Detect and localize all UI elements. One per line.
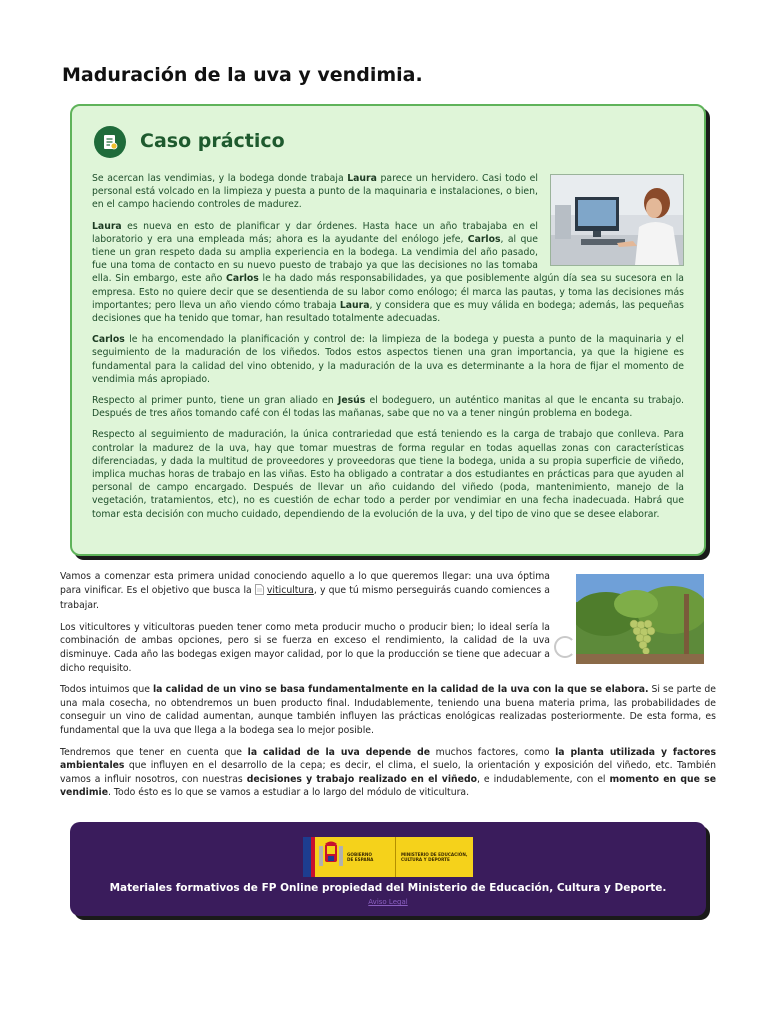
case-paragraph-4 (92, 394, 684, 420)
intro-paragraph (60, 570, 550, 613)
case-study-heading: Caso práctico (140, 130, 285, 152)
text-segment: es nueva en esto de planificar y dar órdenes. Hasta hace un año trabajaba en el laboratorio y era una empleada más; ahora es la ayudante del enólogo jefe, (92, 220, 538, 245)
text-segment: el bodeguero, un auténtico manitas al que le encanta su trabajo. Después de tres años tomando café con él todas las mañanas, sabe que no va a tener ningún problema en bodega. (92, 395, 684, 420)
flag-red-strip (311, 837, 315, 877)
logo-right-block (395, 837, 473, 877)
text-segment: , al que tiene un gran respeto dada su amplia experiencia en la bodega. La vendimia del año pasado, fue una toma de contacto en su nuevo puesto de trabajo ya que las decisiones no las tomaba ella. Sin embargo, este año (92, 233, 538, 285)
text-segment: muchos factores, como (430, 746, 556, 758)
bold-text: la calidad de un vino se basa fundamentalmente en la calidad de la uva con la que se elabora. (152, 684, 649, 696)
text-segment: Respecto al seguimiento de maduración, la única contrariedad que está teniendo es la carga de trabajo que conlleva. Para controlar la madurez de la uva, hay que tomar muestras de forma regular en todas aquellas zonas con características diferenciadas, y dada la multitud de proveedores y proveedoras que tiene la bodega, unida a su propia superficie de viñedo, implica muchas horas de trabajo en las viñas. Esto ha obligado a contratar a dos estudiantes en prácticas para que ayuden al personal de campo encargado. Después de llevar un año cuidando del viñedo (poda, mantenimiento, manejo de la vegetación, tratamientos, etc), no es cuestión de echar todo a perder por vendimiar en una fecha inadecuada. Habrá que tomar esta decisión con mucho cuidado, dependiendo de la evolución de la uva, y del tipo de vino que se desee elaborar. (92, 429, 684, 520)
text-segment: le ha encomendado la planificación y control de: la limpieza de la bodega y puesta a punto de la maquinaria y el seguimiento de la maduración de los viñedos. Todos estos aspectos tienen una gran importancia, ya que la higiene es fundamental para la calidad del vino obtenido, y la maduración de la uva es determinante a la hora de fijar el momento de vendimia más apropiado. (92, 334, 684, 385)
bold-text: Laura (92, 220, 122, 232)
office-photo (550, 174, 684, 266)
intro-text-before: Vamos a comenzar esta primera unidad conociendo aquello a lo que queremos llegar: una uva óptima para vinificar. Es el objetivo que busca la (60, 571, 550, 596)
bold-text: Laura (347, 173, 377, 184)
page-title: Maduración de la uva y vendimia. (62, 64, 423, 86)
viticultura-link[interactable]: viticultura (266, 584, 314, 596)
intro-text-after: , y que tú mismo perseguirás cuando comiences a trabajar. (60, 584, 550, 612)
main-content (60, 570, 716, 808)
case-study-icon (94, 126, 126, 158)
text-segment: Si se parte de una mala cosecha, no obtendremos un buen producto final. Indudablemente, teniendo una buena materia prima, las probabilidades de conseguir un vino de calidad aumentan, aunque también influyen las prácticas enológicas realizadas posteriormente. De esta forma, es fundamental que la uva que llega a la bodega sea lo mejor posible. (60, 684, 716, 736)
logo-ministerio-text: MINISTERIO DE EDUCACIÓN, CULTURA Y DEPORTE (401, 852, 468, 862)
text-segment: , y considera que es muy válida en bodega; además, las pequeñas decisiones que ha tenido que tomar, han resultado totalmente adecuadas. (92, 299, 684, 325)
body-paragraph-3 (60, 683, 716, 737)
legal-notice-link[interactable]: Aviso Legal (368, 898, 408, 906)
text-segment: Los viticultores y viticultoras pueden tener como meta producir mucho o producir bien; lo ideal sería la combinación de ambas opciones, pero si se fuerza en exceso el rendimiento, la calidad de la uva disminuye. Cada año las bodegas exigen mayor calidad, por lo que la producción se tiene que adecuar a dicho requisito. (60, 621, 550, 674)
bold-text: Carlos (92, 334, 125, 346)
text-segment: Todos intuimos que (60, 684, 153, 696)
body-paragraph-4 (60, 746, 716, 800)
spain-coat-of-arms-icon (319, 840, 343, 874)
bold-text: Carlos (226, 273, 259, 285)
case-study-box (70, 104, 706, 556)
bold-text: la calidad de la uva depende de (247, 746, 431, 758)
document-icon (255, 584, 264, 600)
bold-text: Laura (339, 299, 370, 311)
text-segment: Respecto al primer punto, tiene un gran aliado en (92, 395, 338, 407)
text-segment: Tendremos que tener en cuenta que (60, 746, 248, 758)
text-segment: le ha dado más responsabilidades, ya que posiblemente algún día sea su sucesora en la empresa. Esto no quiere decir que se desentienda de su labor como enólogo; él marca las pautas, y toma las decisiones más importantes; pero lleva un año viendo cómo trabaja (92, 273, 684, 311)
text-segment: , e indudablemente, con el (477, 773, 610, 785)
case-paragraph-5 (92, 428, 684, 520)
logo-left-block (303, 837, 395, 877)
logo-gobierno-text: GOBIERNO DE ESPAÑA (347, 852, 374, 862)
text-segment: . Todo ésto es lo que se vamos a estudiar a lo largo del módulo de viticultura. (108, 787, 470, 799)
case-paragraph-3 (92, 333, 684, 386)
bold-text: decisiones y trabajo realizado en el viñedo (246, 773, 478, 785)
text-segment: Se acercan las vendimias, y la bodega donde trabaja (92, 173, 348, 184)
government-logo (303, 837, 473, 877)
body-paragraph-2 (60, 621, 550, 675)
eu-flag-strip (303, 837, 311, 877)
bold-text: Jesús (337, 395, 366, 407)
bold-text: momento en que se vendimie (60, 773, 716, 799)
text-segment: que influyen en el desarrollo de la cepa; es decir, el clima, el suelo, la orientación y exposición del viñedo, etc. También vamos a influir nosotros, con nuestras (60, 760, 716, 785)
footer-box (70, 822, 706, 916)
footer-copyright-text: Materiales formativos de FP Online propiedad del Ministerio de Educación, Cultura y Deporte. (109, 882, 667, 894)
text-segment: parece un hervidero. Casi todo el personal está volcado en la limpieza y puesta a punto de la maquinaria e instalaciones, o bien, en el campo haciendo controles de madurez. (92, 173, 538, 211)
case-study-body (92, 172, 684, 529)
bold-text: Carlos (467, 233, 501, 245)
bold-text: la planta utilizada y factores ambientales (60, 746, 716, 772)
